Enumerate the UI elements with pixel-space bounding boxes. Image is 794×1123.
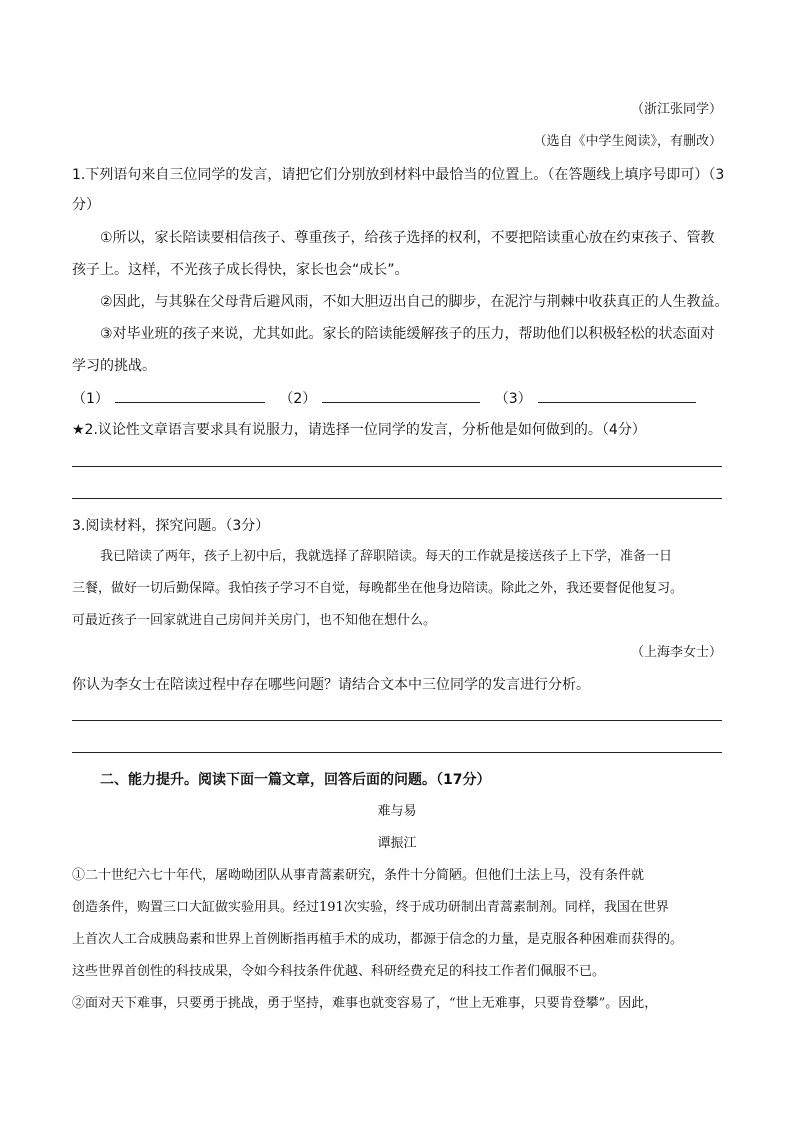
blank-3-line[interactable] xyxy=(538,388,696,403)
q1-prompt-line1: 1.下列语句来自三位同学的发言，请把它们分别放到材料中最恰当的位置上。（在答题线上填序号即可）（3 xyxy=(72,167,725,183)
q1-option-1-line1: ①所以，家长陪读要相信孩子、尊重孩子，给孩子选择的权利，不要把陪读重心放在约束孩子、管教 xyxy=(100,230,715,246)
blank-1-label: （1） xyxy=(72,391,109,407)
article-p1-line1: ①二十世纪六七十年代，屠呦呦团队从事青蒿素研究，条件十分简陋。但他们土法上马，没有条件就 xyxy=(72,868,645,883)
q2-answer-line-1[interactable] xyxy=(72,466,722,467)
q1-option-2: ②因此，与其躲在父母背后避风雨，不如大胆迈出自己的脚步，在泥泞与荆棘中收获真正的人生教益。 xyxy=(100,294,729,310)
q2-answer-line-2[interactable] xyxy=(72,498,722,499)
q1-answer-blanks xyxy=(72,388,706,409)
blank-2-label: （2） xyxy=(279,391,317,407)
article-p1-line2: 创造条件，购置三口大缸做实验用具。经过191次实验，终于成功研制出青蒿素制剂。同样，我国在世界 xyxy=(72,900,669,915)
q3-material-source: （上海李女士） xyxy=(630,645,722,660)
q3-material-line3: 可最近孩子一回家就进自己房间并关房门，也不知他在想什么。 xyxy=(72,613,437,628)
article-p1-line4: 这些世界首创性的科技成果，令如今科技条件优越、科研经费充足的科技工作者们佩服不已。 xyxy=(72,964,606,979)
blank-1-line[interactable] xyxy=(115,388,265,403)
source-origin: （选自《中学生阅读》，有删改） xyxy=(533,134,722,149)
article-p1-line3: 上首次人工合成胰岛素和世界上首例断指再植手术的成功，都源于信念的力量，是克服各种困难而获得的。 xyxy=(72,932,684,947)
article-title: 难与易 xyxy=(377,804,417,819)
q3-material-line1: 我已陪读了两年，孩子上初中后，我就选择了辞职陪读。每天的工作就是接送孩子上下学，准备一日 xyxy=(100,549,673,564)
q2-prompt: ★2.议论性文章语言要求具有说服力，请选择一位同学的发言，分析他是如何做到的。（4分） xyxy=(72,422,646,438)
q3-question: 你认为李女士在陪读过程中存在哪些问题？请结合文本中三位同学的发言进行分析。 xyxy=(72,677,590,693)
q3-answer-line-2[interactable] xyxy=(72,752,722,753)
article-p2-line1: ②面对天下难事，只要勇于挑战，勇于坚持，难事也就变容易了，“世上无难事，只要肯登攀”。因此， xyxy=(72,996,658,1011)
q3-answer-line-1[interactable] xyxy=(72,720,722,721)
source-author: （浙江张同学） xyxy=(630,102,722,117)
q1-option-3-line2: 学习的挑战。 xyxy=(72,358,156,374)
q3-material-line2: 三餐，做好一切后勤保障。我怕孩子学习不自觉，每晚都坐在他身边陪读。除此之外，我还要督促他复习。 xyxy=(72,581,684,596)
q3-prompt: 3.阅读材料，探究问题。（3分） xyxy=(72,518,270,534)
section2-heading: 二、能力提升。阅读下面一篇文章，回答后面的问题。（17分） xyxy=(100,772,491,788)
blank-3-label: （3） xyxy=(494,391,532,407)
q1-prompt-line2: 分） xyxy=(72,197,100,213)
article-author: 谭振江 xyxy=(377,836,417,851)
blank-2-line[interactable] xyxy=(322,388,480,403)
q1-option-3-line1: ③对毕业班的孩子来说，尤其如此。家长的陪读能缓解孩子的压力，帮助他们以积极轻松的状态面对 xyxy=(100,326,715,342)
q1-option-1-line2: 孩子上。这样，不光孩子成长得快，家长也会“成长”。 xyxy=(72,262,409,278)
